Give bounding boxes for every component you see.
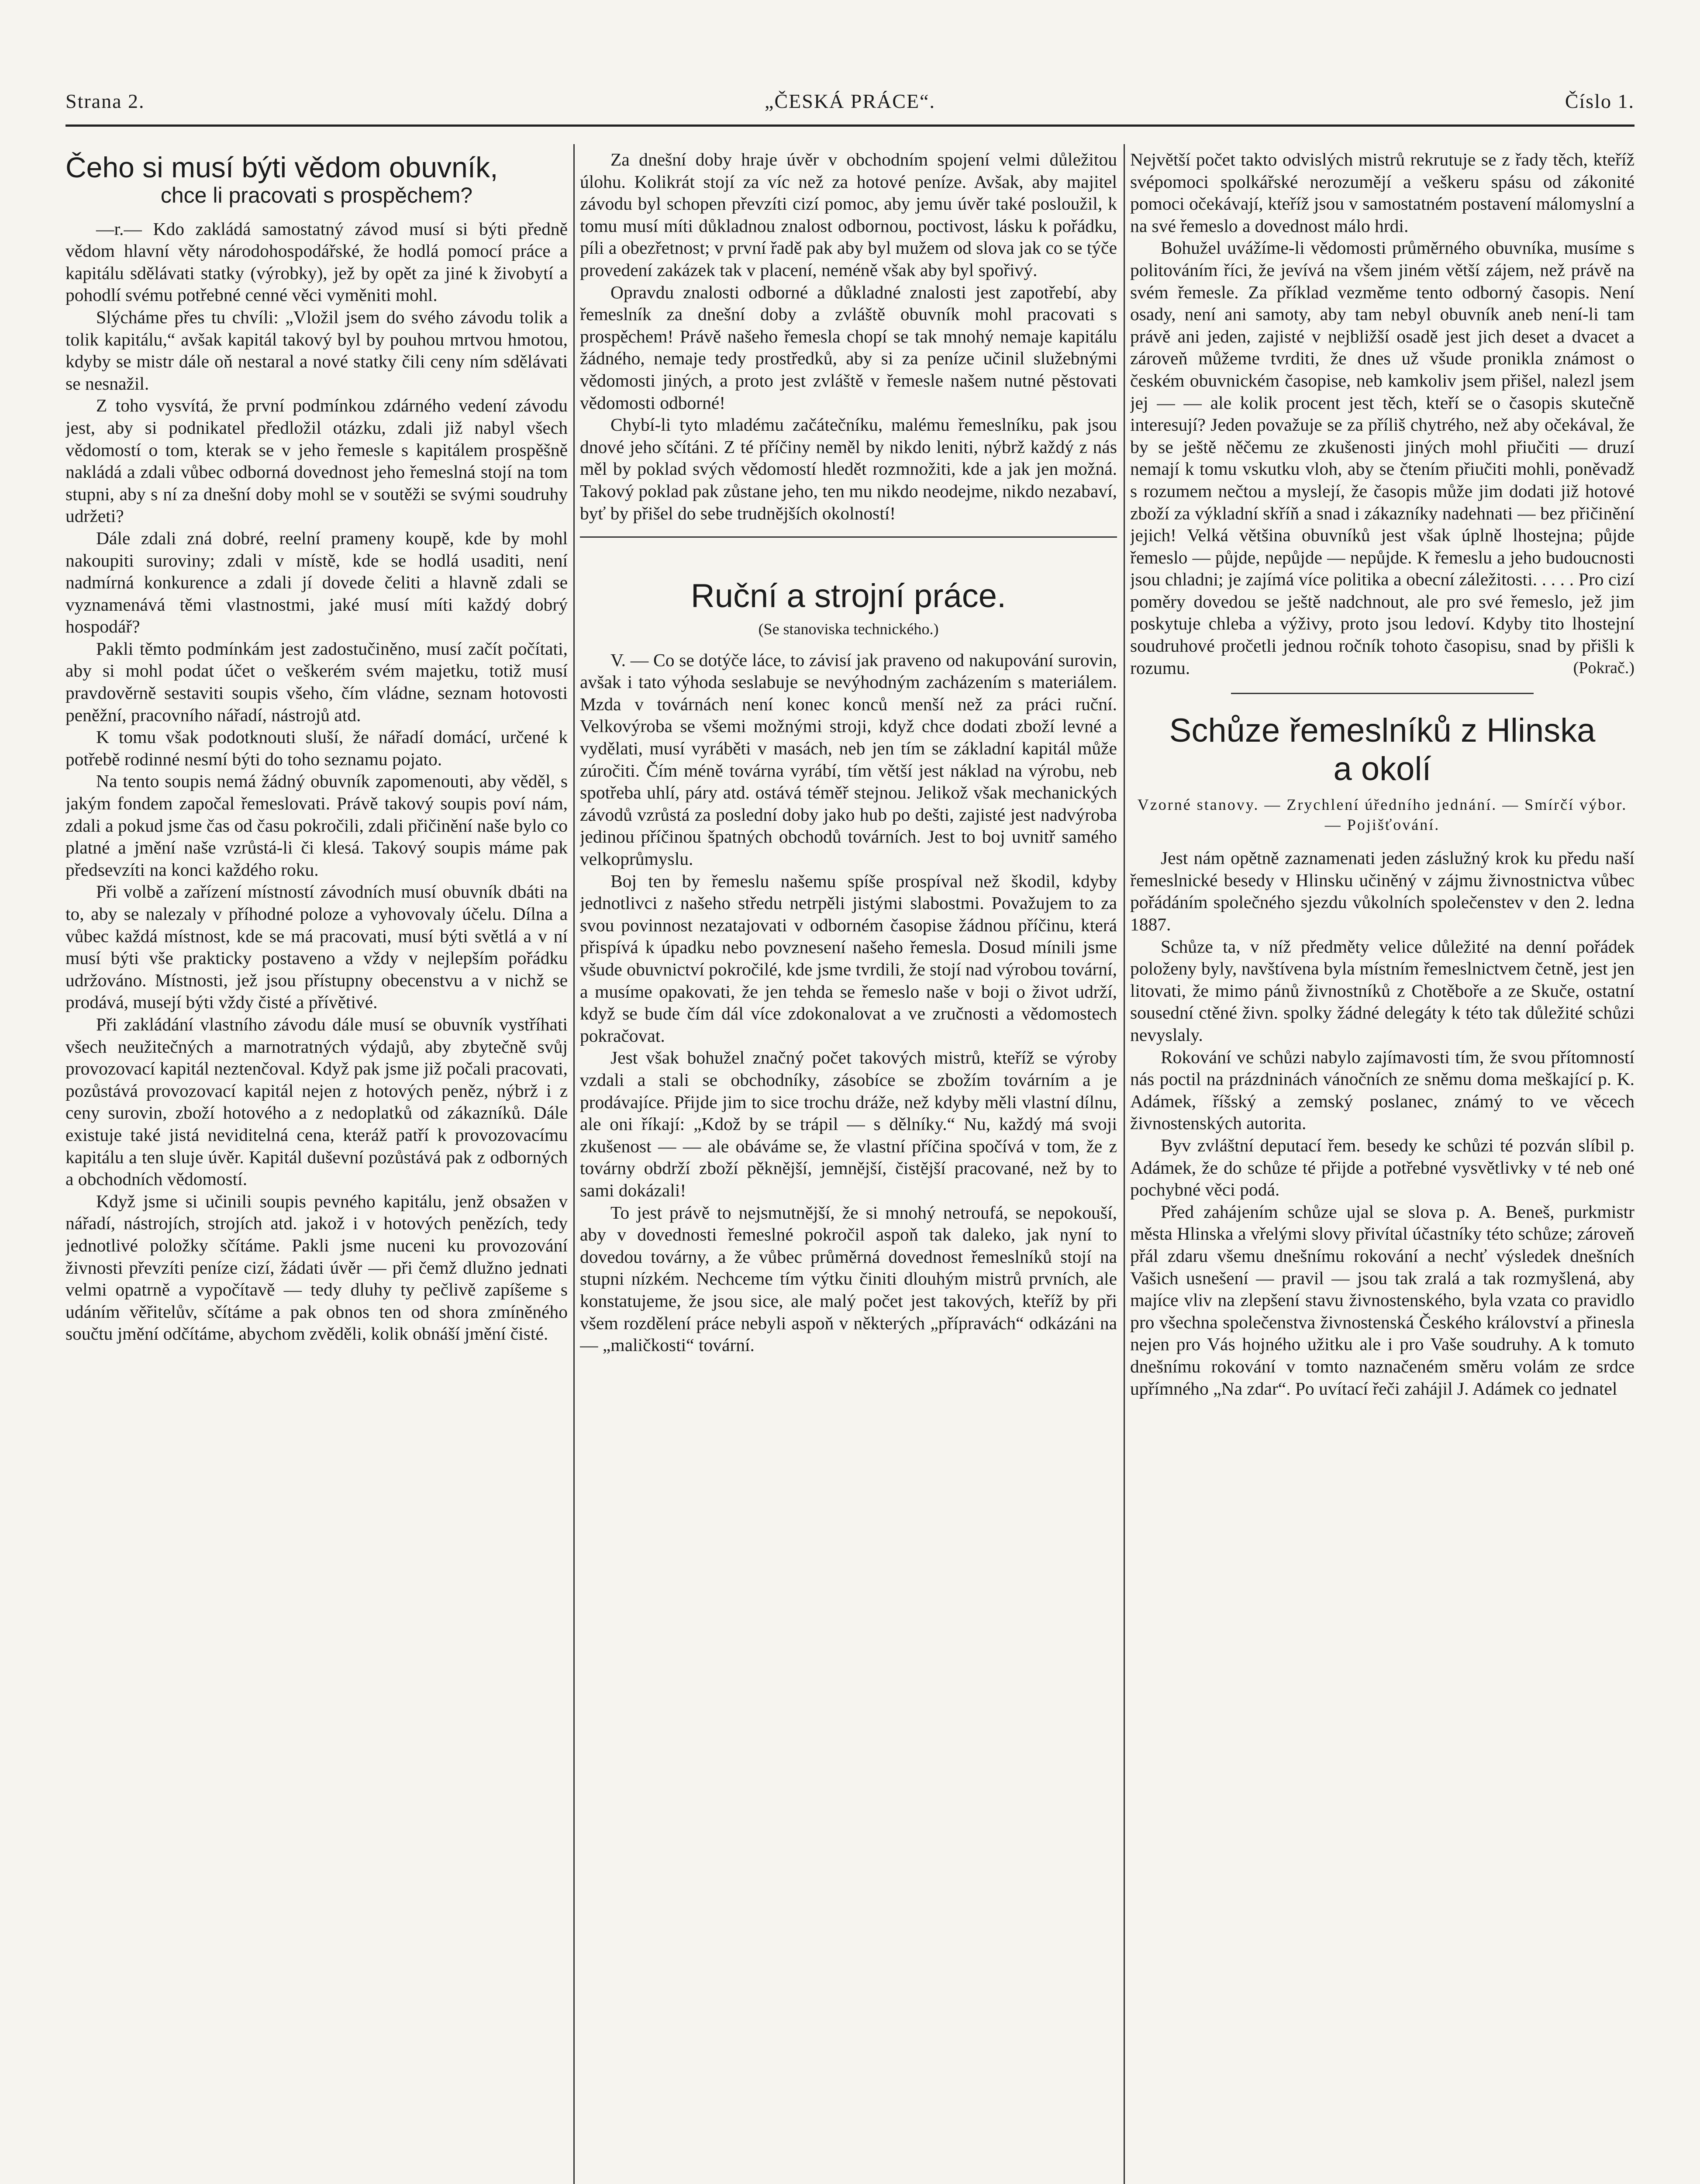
article-1-cont-paragraph: Chybí-li tyto mladému začátečníku, malému řemeslníku, pak jsou dnové jeho sčítáni. Z té příčiny neměl by nikdo leniti, nýbrž každý z nás měl by poklad svých vědomostí hledět rozmnožiti, kde a jak jen možná. Takový poklad pak zůstane jeho, ten mu nikdo neodejme, nikdo nezabaví, byť by přišel do sebe trudnějších okolností! xyxy=(580,415,1117,523)
article-1-paragraph: Slýcháme přes tu chvíli: „Vložil jsem do svého závodu tolik a tolik kapitálu,“ avšak kapitál takový byl by pouhou mrtvou hmotou, kdyby se mistr dále oň nestaral a nové statky čili ceny ním sdělávati se nesnažil. xyxy=(66,307,568,394)
article-3-subtitle: Vzorné stanovy. — Zrychlení úředního jednání. — Smírčí výbor. — Pojišťování. xyxy=(1137,796,1628,834)
article-3-paragraph: Schůze ta, v níž předměty velice důležité na denní pořádek položeny byly, navštívena byla místním řemeslnictvem četně, jest jen litovati, že mimo pánů živnostníků z Chotěboře a ze Skuče, ostatní sousední ctěné živn. spolky žádné delegáty k této tak důležité schůzi nevyslaly. xyxy=(1130,936,1634,1045)
article-1-paragraph: —r.— Kdo zakládá samostatný závod musí si býti předně vědom hlavní věty národohospodářské, že hodlá pomocí práce a kapitálu sdělávati statky (výrobky), jež by opět za jiné k živobytí a pohodlí svému potřebné cenné věci vyměniti mohl. xyxy=(66,218,568,305)
issue-number-label: Číslo 1. xyxy=(1565,90,1634,112)
article-1-paragraph: Když jsme si učinili soupis pevného kapitálu, jenž obsažen v nářadí, nástrojích, strojích atd. jakož i v hotových penězích, tedy jednotlivé položky sčítáme. Pakli jsme nuceni ku provozování živnosti převzíti peníze cizí, žádati úvěr — při čemž dlužno jednati velmi opatrně a vypočítavě — tedy dluhy ty pečlivě zapíšeme s udáním věřitelův, sčítáme a pak obnos ten od shora zmíněného součtu jmění odčítáme, abychom zvěděli, kolik obnáší jmění čisté. xyxy=(66,1191,568,1344)
article-1-paragraph: Pakli těmto podmínkám jest zadostučiněno, musí začít počítati, aby si mohl podat účet o veškerém svém majetku, totiž musí pravdověrně sestaviti soupis všeho, čím vládne, seznam hotovosti peněžní, pracovního nářadí, nástrojů atd. xyxy=(66,638,568,725)
continued-label: (Pokrač.) xyxy=(1573,658,1634,677)
page-number-label: Strana 2. xyxy=(66,90,145,112)
article-1-paragraph: Z toho vysvítá, že první podmínkou zdárného vedení závodu jest, aby si podnikatel předložil otázku, zdali již nabyl všech vědomostí o tom, kterak se v jeho řemesle s kapitálem prospěšně nakládá a zdali vůbec odborná dovednost jeho řemeslná stojí na tom stupni, aby s ní za dnešní doby mohl se v soutěži se svými soudruhy udržeti? xyxy=(66,395,568,526)
article-2-title: Ruční a strojní práce. xyxy=(690,577,1007,615)
article-3-paragraph: Byv zvláštní deputací řem. besedy ke schůzi té pozván slíbil p. Adámek, že do schůze té přijde a potřebné vysvětlivky v té neb oné pochybné věci podá. xyxy=(1130,1135,1634,1200)
article-separator xyxy=(580,536,1117,538)
article-1-paragraph: Dále zdali zná dobré, reelní prameny koupě, kde by mohl nakoupiti suroviny; zdali v místě, kde se hodlá usaditi, není nadmírná konkurence a zdali jí dovede čeliti a hlavně zdali se vyznamenává těmi vlastnostmi, jaké musí míti každý dobrý hospodář? xyxy=(66,528,568,637)
article-1-subtitle: chce li pracovati s prospěchem? xyxy=(160,183,473,207)
article-1-paragraph: K tomu však podotknouti sluší, že nářadí domácí, určené k potřebě rodinné nesmí býti do toho seznamu pojato. xyxy=(66,727,568,769)
article-2-paragraph: To jest právě to nejsmutnější, že si mnohý netroufá, se nepokouší, aby v dovednosti řemeslné pokročil aspoň tak daleko, jak nyní to dovedou továrny, a že vůbec průměrná dovednost řemeslníků stojí na stupni nízkém. Nechceme tím výtku činiti dlouhým mistrů prvních, ale konstatujeme, že jsou sice, ale malý počet jest takových, kteříž by při všem rozdělení práce nebyli aspoň v některých „přípravách“ odkázáni na — „maličkosti“ tovární. xyxy=(580,1202,1117,1355)
article-3-title-line-1: Schůze řemeslníků z Hlinska xyxy=(1169,712,1596,750)
article-1-cont-paragraph: Opravdu znalosti odborné a důkladné znalosti jest zapotřebí, aby řemeslník za dnešní doby a zvláště obuvník mohl pracovati s prospěchem! Právě našeho řemesla chopí se tak mnohý nemaje kapitálu žádného, nemaje tedy prostředků, aby si za peníze učinil služebnými vědomosti jiných, a proto jest zvláště v řemesle našem nutné pěstovati vědomosti odborné! xyxy=(580,282,1117,413)
article-3-paragraph: Rokování ve schůzi nabylo zajímavosti tím, že svou přítomností nás poctil na prázdninách vánočních ze sněmu doma meškající p. K. Adámek, říšský a zemský poslanec, známý to ve věcech živnostenských autorita. xyxy=(1130,1047,1634,1133)
spacer xyxy=(580,550,1117,578)
article-2-paragraph: V. — Co se dotýče láce, to závisí jak praveno od nakupování surovin, avšak i tato výhoda seslabuje se nevýhodným zacházením s materiálem. Mzda v továrnách není konec konců menší než za práci ruční. Velkovýroba se všemi možnými stroji, když chce dodati zboží levné a vydělati, musí vyráběti v masách, neb jen tím se základní kapitál může zúročiti. Čím méně továrna vyrábí, tím větší jest náklad na výrobu, neb spotřeba uhlí, páry atd. ostává téměř stejnou. Jelikož však mechanických závodů vzrůstá za poslední doby jako hub po dešti, zajisté jest nadvýroba jedinou příčinou špatných obchodů továrních. Jest to boj uvnitř samého velkoprůmyslu. xyxy=(580,650,1117,869)
header-rule xyxy=(66,124,1634,129)
article-2-cont-paragraph xyxy=(1130,237,1634,679)
article-2-subtitle: (Se stanoviska technického.) xyxy=(758,620,939,638)
journal-title: „ČESKÁ PRÁCE“. xyxy=(765,90,935,112)
article-separator xyxy=(1231,693,1534,694)
article-2-paragraph: Jest však bohužel značný počet takových mistrů, kteříž se výroby vzdali a stali se obchodníky, zásobíce se zbožím továrním a je prodávajíce. Přijde jim to sice trochu dráže, než kdyby měli vlastní dílnu, ale oni říkají: „Kdož by se trápil — s dělníky.“ Nu, každý má svoji zkušenost — — ale obáváme se, že vlastní příčina spočívá v tom, že z továrny obdrží zboží pěknější, jemnější, čistější pracované, než by to sami dokázali! xyxy=(580,1047,1117,1200)
article-2-cont-text: Bohužel uvážíme-li vědomosti průměrného obuvníka, musíme s politováním říci, že jevívá na všem jiném větší zájem, než právě na svém řemesle. Za příklad vezměme tento odborný časopis. Není osady, není ani samoty, aby tam nebyl obuvník aneb není-li tam právě ani jeden, zajisté v nejbližší osadě jest jich deset a dvacet a zároveň můžeme tvrditi, že dnes už všude pronikla známost o českém obuvnickém časopise, neb kamkoliv jsem přišel, nalezl jsem jej — — ale kolik procent jest těch, kteří se o časopis skutečně interesují? Jeden považuje se za příliš chytrého, než aby očekával, že by se ještě něčemu ze zkušenosti jiných mohl přiučiti — druzí nemají k tomu vskutku vloh, aby se čtením přiučiti mohli, poněvadž s rozumem nečtou a myslejí, že časopis může jim dodati již hotové zboží za výkladní skříň a snad i zákazníky nadehnati — bez přičinění jejich! Velká většina obuvníků jest však úplně lhostejna; půjde řemeslo — půjde, nepůjde — nepůjde. K řemeslu a jeho budoucnosti jsou chladni; je zajímá více politika a obecní záležitosti. . . . . Pro cizí poměry dovedou se ještě nadchnout, ale pro své řemeslo, jež jim poskytuje chleba a výživy, proto jsou ledoví. Kdyby tito lhostejní soudruhové pročetli jednou ročník tohoto časopisu, snad by přišli k rozumu. xyxy=(1130,238,1634,678)
article-1-paragraph: Při zakládání vlastního závodu dále musí se obuvník vystříhati všech neužitečných a marnotratných výdajů, aby zbytečně svůj provozovací kapitál neztenčoval. Když pak jsme již počali pracovati, pozůstává provozovací kapitál nejen z hotových peněz, nýbrž i z ceny surovin, zboží hotového a z nedoplatků od zákazníků. Dále existuje také jistá neviditelná cena, kteráž patří k provozovacímu kapitálu a ten sluje úvěr. Kapitál duševní pozůstává pak z odborných a obchodních vědomostí. xyxy=(66,1014,568,1189)
page-header xyxy=(66,90,1634,120)
article-3-paragraph: Před zahájením schůze ujal se slova p. A. Beneš, purkmistr města Hlinska a vřelými slovy přivítal účastníky této schůze; zároveň přál zdaru všemu dnešnímu rokování a nechť výsledek dnešních Vašich usnešení — pravil — jsou tak zralá a tak rozmyšlená, aby majíce vliv na zlepšení stavu živnostenského, byla vzata co pravidlo pro všechna společenstva živnostenská Českého království a přinesla nejen pro Vás hojného užitku ale i pro Vaše soudruhy. A k tomuto dnešnímu rokování v tomto naznačeném směru volám ze srdce upřímného „Na zdar“. Po uvítací řeči zahájil J. Adámek co jednatel xyxy=(1130,1201,1634,1399)
article-2-cont-paragraph: Největší počet takto odvislých mistrů rekrutuje se z řady těch, kteříž svépomoci spolkářské nerozumějí a veškeru spásu od zákonité pomoci očekávají, kteříž jsou v samostatném postavení málomyslní a na své řemeslo a dovednost málo hrdi. xyxy=(1130,149,1634,236)
article-3-title-line-2: a okolí xyxy=(1333,750,1431,788)
article-3-paragraph: Jest nám opětně zaznamenati jeden záslužný krok ku předu naší řemeslnické besedy v Hlinsku učiněný v zájmu živnostnictva vůbec pořádáním společného sjezdu vůkolních společenstev v den 2. ledna 1887. xyxy=(1130,848,1634,935)
column-divider-2 xyxy=(1124,144,1125,2184)
column-divider-1 xyxy=(573,144,575,2184)
article-1-cont-paragraph: Za dnešní doby hraje úvěr v obchodním spojení velmi důležitou úlohu. Kolikrát stojí za víc než za hotové peníze. Avšak, aby majitel závodu byl schopen převzíti cizí pomoc, aby jemu úvěr také posloužil, k tomu musí míti důkladnou znalost odbornou, poctivost, lásku k pořádku, píli a obezřetnost; v první řadě pak aby byl mužem od slova jak co se týče provedení zakázek tak v placení, neméně však aby byl spořivý. xyxy=(580,149,1117,280)
article-1-paragraph: Na tento soupis nemá žádný obuvník zapomenouti, aby věděl, s jakým fondem započal řemeslovati. Právě takový soupis poví nám, zdali a pokud jsme čas od času pokročili, zdali přičinění naše bylo co platné a jmění naše vzrůstá-li či klesá. Takový soupis máme pak předsevzíti na konci každého roku. xyxy=(66,771,568,880)
article-1-title: Čeho si musí býti vědom obuvník, xyxy=(66,151,498,183)
column-3 xyxy=(1130,149,1634,2184)
column-2 xyxy=(580,149,1117,2184)
column-1 xyxy=(66,149,568,2184)
article-1-paragraph: Při volbě a zařízení místností závodních musí obuvník dbáti na to, aby se nalezaly v příhodné poloze a vyhovovaly účelu. Dílna a vůbec každá místnost, kde se má pracovati, musí býti světlá a v ní musí býti vše prakticky postaveno a vždy v nejlepším pořádku udržováno. Místnosti, jež jsou přístupny obecenstvu a v nichž se prodává, musejí býti vždy čisté a přívětivé. xyxy=(66,881,568,1013)
article-2-paragraph: Boj ten by řemeslu našemu spíše prospíval než škodil, kdyby jednotlivci z našeho středu netrpěli jistými slabostmi. Považujem to za svou povinnost nezatajovati v odborném časopise žádnou příčinu, která přispívá k úpadku nebo povznesení našeho řemesla. Dosud mínili jsme všude obuvnictví pokročilé, kde jsme tvrdili, že stojí nad výrobou tovární, a musíme opakovati, že jen tehda se řemeslo naše v boji o život udrží, když se bude čím dál více zdokonalovat a ve zručnosti a vědomostech pokračovat. xyxy=(580,871,1117,1046)
